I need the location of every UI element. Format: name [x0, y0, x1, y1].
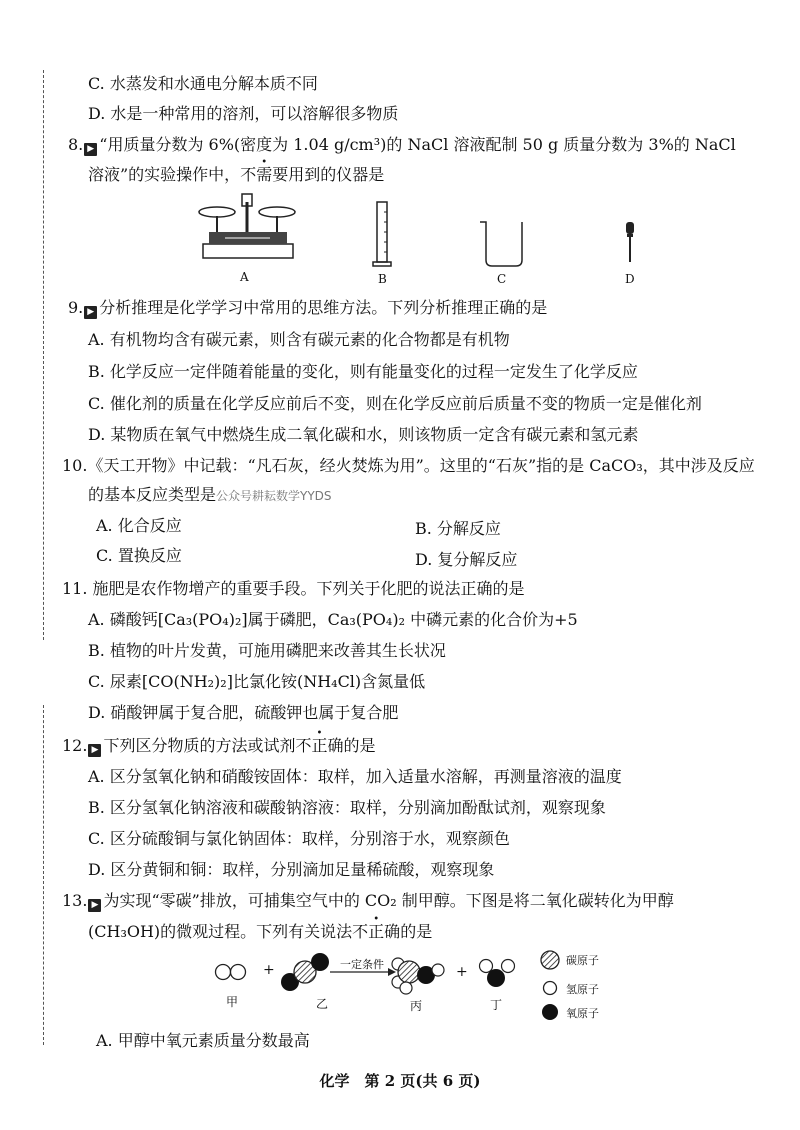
- q9-option-a: A. 有机物均含有碳元素，则含有碳元素的化合物都是有机物: [88, 330, 510, 349]
- q9-option-b: B. 化学反应一定伴随着能量的变化，则有能量变化的过程一定发生了化学反应: [88, 362, 638, 381]
- watermark-text: 公众号耕耘数学YYDS: [216, 489, 332, 503]
- figure-label-c: C: [497, 272, 507, 286]
- q10-option-c: C. 置换反应: [96, 546, 182, 565]
- q11-option-c: C. 尿素[CO(NH₂)₂]比氯化铵(NH₄Cl)含氮量低: [88, 672, 426, 691]
- q10-stem-line2: [88, 484, 332, 507]
- q11-option-b: B. 植物的叶片发黄，可施用磷肥来改善其生长状况: [88, 641, 446, 660]
- q10-option-a: A. 化合反应: [96, 516, 182, 535]
- q9-option-d: D. 某物质在氧气中燃烧生成二氧化碳和水，则该物质一定含有碳元素和氢元素: [88, 425, 639, 444]
- reaction-condition: 一定条件: [340, 958, 384, 971]
- q12-number: 12.: [62, 736, 88, 755]
- q12-stem-text: 下列区分物质的方法或试剂: [103, 736, 296, 755]
- molecule-co2: [281, 953, 329, 991]
- q13-stem-text: 为实现“零碳”排放，可捕集空气中的 CO₂ 制甲醇。下图是将二氧化碳转化为甲醇: [103, 891, 674, 910]
- figure-label-b: B: [378, 272, 387, 286]
- molecule-diagram: [210, 950, 770, 1030]
- video-badge-icon: ▶: [84, 143, 97, 156]
- q12-emphasis: 不正确: [295, 736, 344, 755]
- q8-stem-end: 用到的仪器是: [288, 165, 385, 184]
- q8-number: 8.: [68, 135, 84, 154]
- figure-label-a: A: [240, 270, 249, 284]
- legend-hydrogen-symbol: [544, 982, 557, 995]
- molecule-h2o: [480, 960, 515, 988]
- molecule-label-ding: 丁: [490, 998, 503, 1012]
- q7-option-c: C. 水蒸发和水通电分解本质不同: [88, 74, 318, 93]
- q11-option-a: A. 磷酸钙[Ca₃(PO₄)₂]属于磷肥，Ca₃(PO₄)₂ 中磷元素的化合价为+5: [88, 610, 578, 629]
- q13-stem-part: (CH₃OH)的微观过程。下列有关说法: [88, 922, 353, 941]
- q13-number: 13.: [62, 891, 88, 910]
- q9-stem-text: 分析推理是化学学习中常用的思维方法。下列分析推理正确的是: [99, 298, 548, 317]
- q13-stem-line2: [88, 921, 432, 943]
- q12-option-b: B. 区分氢氧化钠溶液和碳酸钠溶液：取样，分别滴加酚酞试剂，观察现象: [88, 798, 606, 817]
- molecule-label-jia: 甲: [226, 995, 239, 1009]
- binding-line-bottom: [43, 705, 44, 1045]
- q9-option-c: C. 催化剂的质量在化学反应前后不变，则在化学反应前后质量不变的物质一定是催化剂: [88, 394, 702, 413]
- q13-emphasis: 不正确: [352, 922, 401, 941]
- q10-option-d: D. 复分解反应: [415, 550, 518, 569]
- q8-emphasis: 不需要: [240, 165, 289, 184]
- beaker-figure: [478, 220, 528, 268]
- q11-option-d: D. 硝酸钾属于复合肥，硫酸钾也属于复合肥: [88, 703, 399, 722]
- figure-label-d: D: [625, 272, 635, 286]
- binding-line-top: [43, 70, 44, 640]
- molecule-label-bing: 丙: [410, 999, 423, 1013]
- q12-option-c: C. 区分硫酸铜与氯化钠固体：取样，分别溶于水，观察颜色: [88, 829, 510, 848]
- balance-figure: [195, 192, 300, 262]
- q11-stem: 11. 施肥是农作物增产的重要手段。下列关于化肥的说法正确的是: [62, 579, 525, 598]
- molecule-h2: [216, 965, 246, 980]
- video-badge-icon: ▶: [84, 306, 97, 319]
- q8-stem-line1: [68, 134, 736, 156]
- q10-option-b: B. 分解反应: [415, 519, 501, 538]
- q8-stem-line2: [88, 164, 384, 186]
- q9-number: 9.: [68, 298, 84, 317]
- q7-option-d: D. 水是一种常用的溶剂，可以溶解很多物质: [88, 104, 399, 123]
- q9-stem: [68, 297, 547, 319]
- plus-sign-1: +: [263, 962, 275, 978]
- legend-hydrogen-label: 氢原子: [566, 983, 599, 996]
- q10-stem-text: 的基本反应类型是: [88, 485, 217, 504]
- q13-stem-end: 的是: [400, 922, 433, 941]
- legend-oxygen-symbol: [542, 1004, 558, 1020]
- video-badge-icon: ▶: [88, 744, 101, 757]
- dropper-figure: [622, 220, 638, 270]
- molecule-label-yi: 乙: [316, 997, 329, 1011]
- molecule-ch3oh: [392, 958, 444, 994]
- q12-option-d: D. 区分黄铜和铜：取样，分别滴加足量稀硫酸，观察现象: [88, 860, 495, 879]
- legend-carbon-label: 碳原子: [566, 954, 599, 967]
- plus-sign-2: +: [456, 964, 468, 980]
- q13-option-a: A. 甲醇中氧元素质量分数最高: [96, 1031, 310, 1050]
- q10-stem-line1: 10.《天工开物》中记载：“凡石灰，经火焚炼为用”。这里的“石灰”指的是 CaCO₃，其中涉及反应: [62, 456, 755, 475]
- video-badge-icon: ▶: [88, 899, 101, 912]
- legend-oxygen-label: 氧原子: [566, 1007, 599, 1020]
- q8-stem-part: 溶液”的实验操作中，: [88, 165, 241, 184]
- q12-stem: [62, 735, 376, 757]
- q12-option-a: A. 区分氢氧化钠和硝酸铵固体：取样，加入适量水溶解，再测量溶液的温度: [88, 767, 622, 786]
- legend-carbon-symbol: [541, 951, 559, 969]
- q8-stem-text: “用质量分数为 6%(密度为 1.04 g/cm³)的 NaCl 溶液配制 50 g 质量分数为 3%的 NaCl: [99, 135, 736, 154]
- page-footer: 化学 第 2 页(共 6 页): [319, 1072, 481, 1090]
- q12-stem-end: 的是: [343, 736, 376, 755]
- measuring-cylinder-figure: [372, 200, 394, 270]
- q13-stem-line1: [62, 890, 674, 912]
